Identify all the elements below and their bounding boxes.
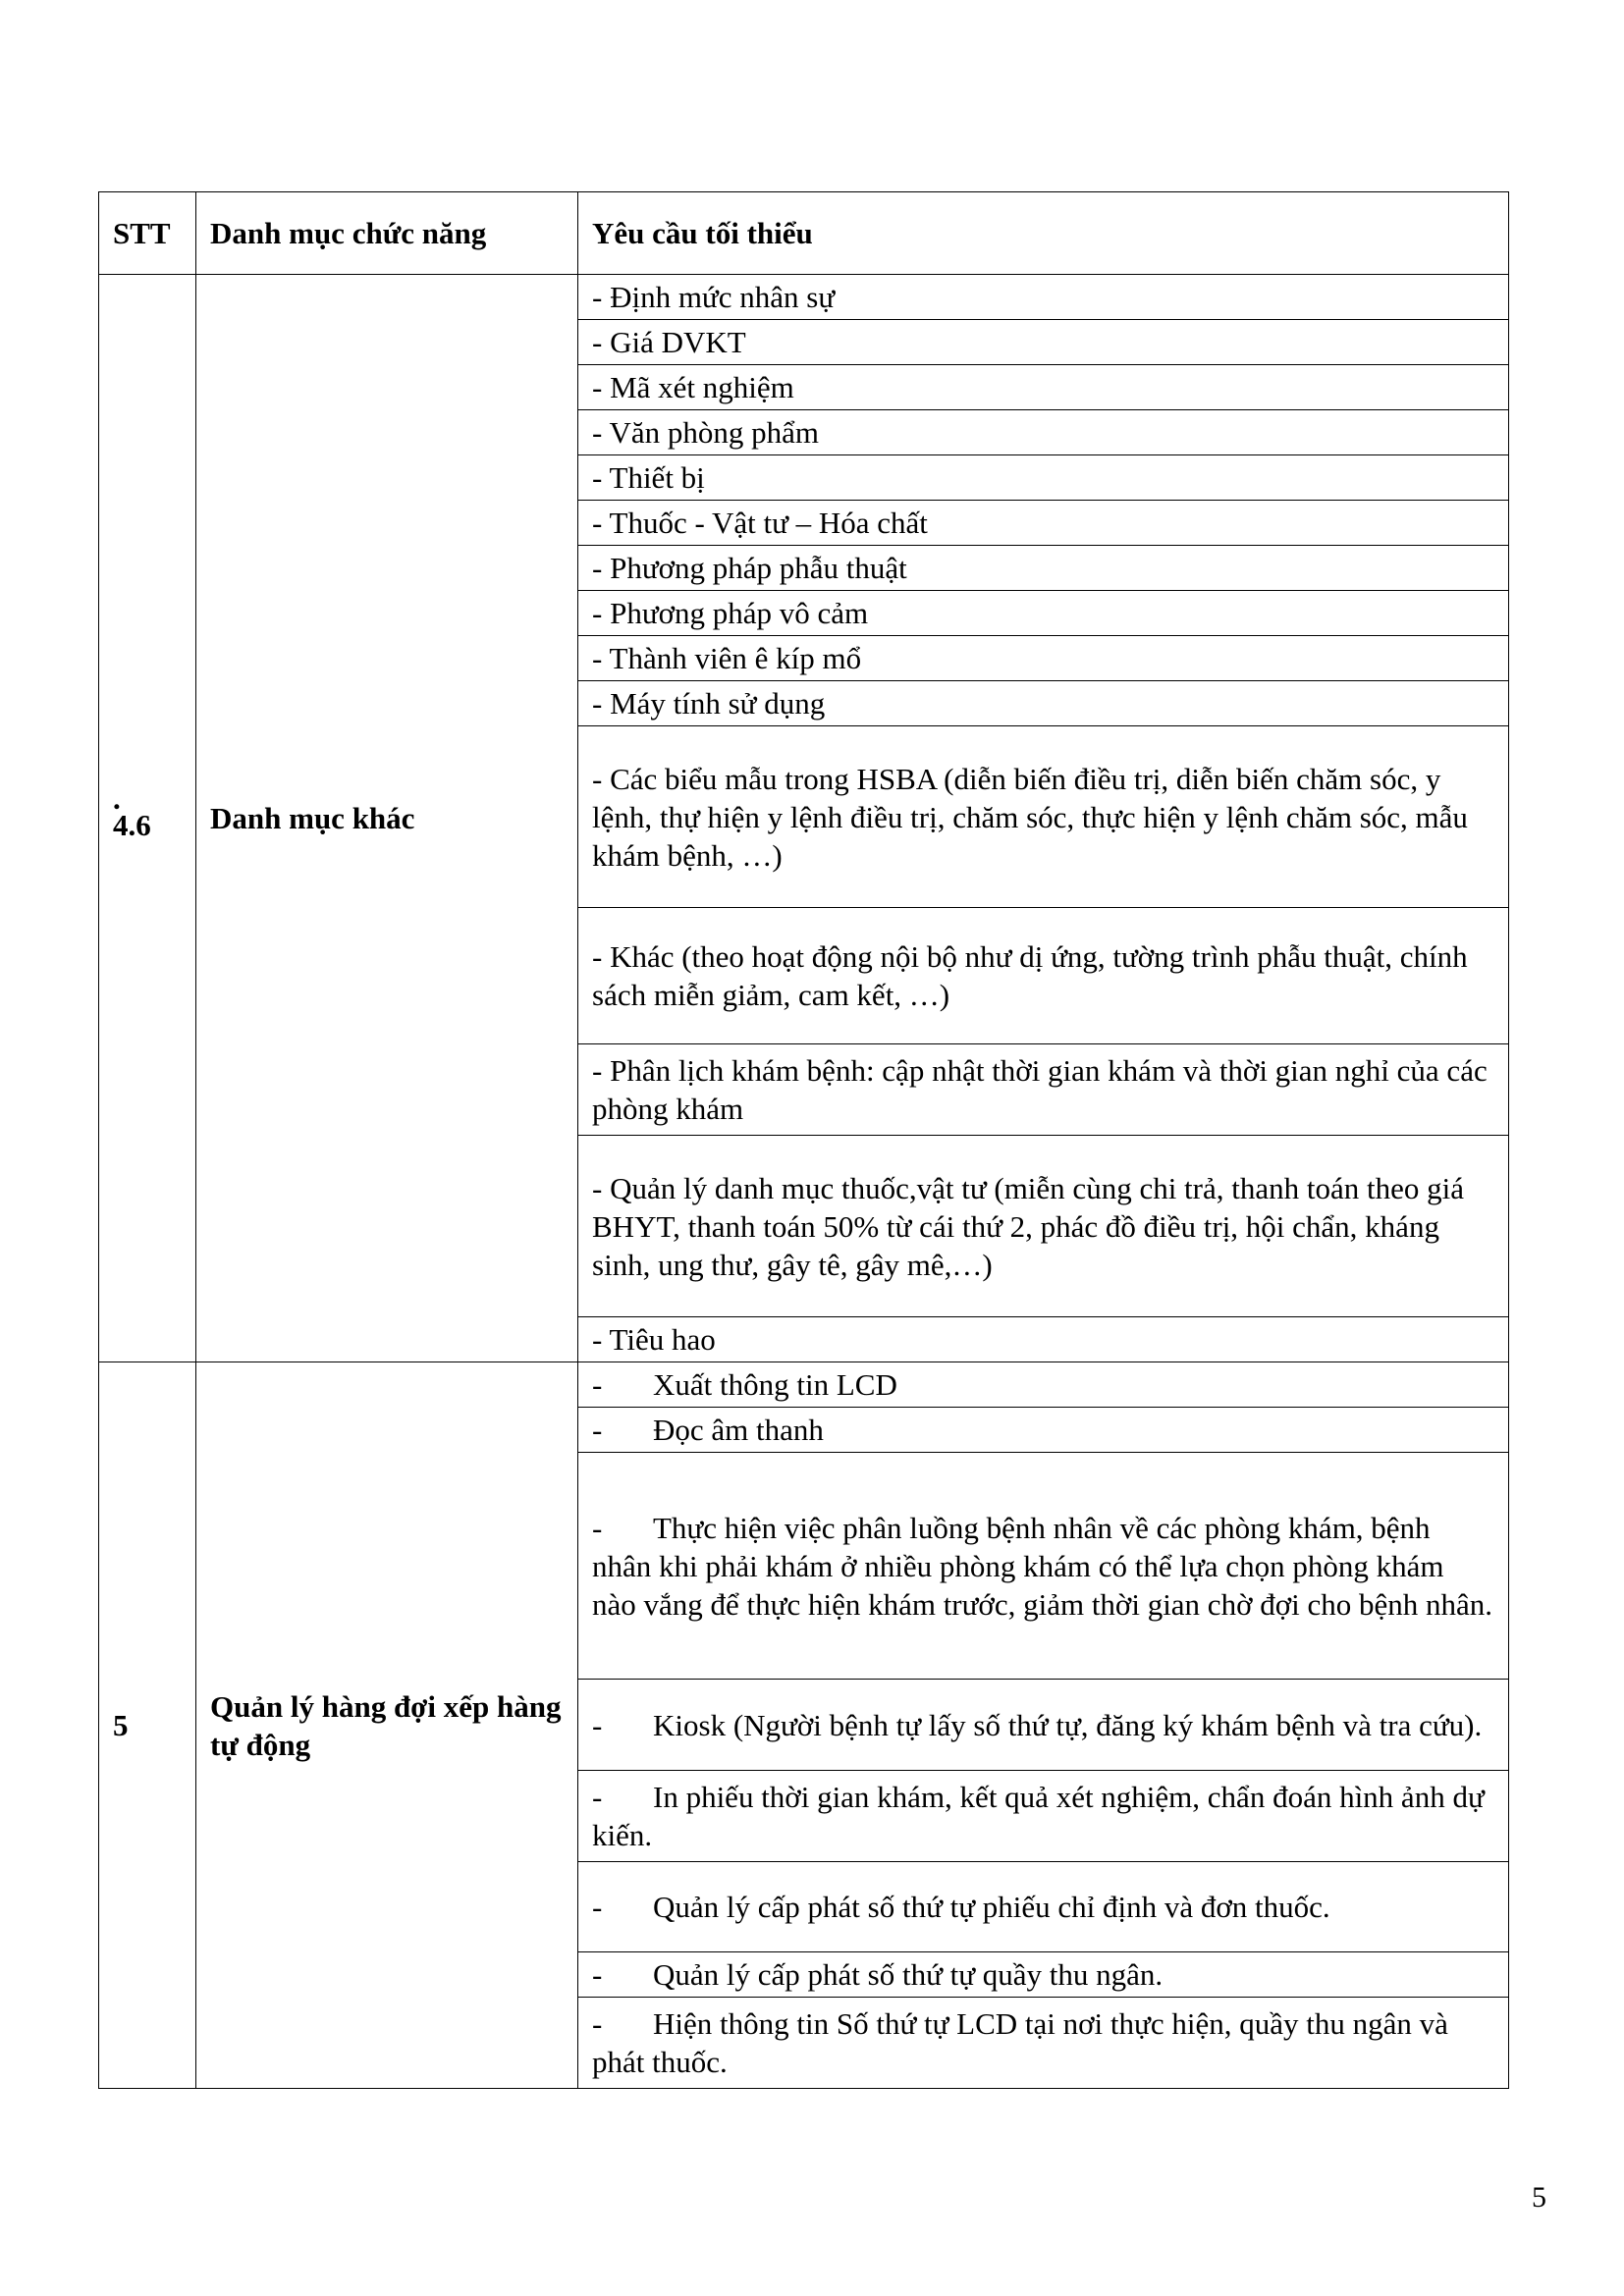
header-stt: STT [99,192,196,275]
requirement-item: - Thành viên ê kíp mổ [578,636,1509,681]
section-category-5: Quản lý hàng đợi xếp hàng tự động [196,1362,578,2089]
requirement-item [578,1680,1509,1771]
requirement-item: - Quản lý danh mục thuốc,vật tư (miễn cùng chi trả, thanh toán theo giá BHYT, thanh toán 50% từ cái thứ 2, phác đồ điều trị, hội chẩn, kháng sinh, ung thư, gây tê, gây mê,…) [578,1136,1509,1317]
page-number: 5 [1532,2181,1546,2214]
requirement-item [578,1453,1509,1680]
requirement-item: - Thiết bị [578,455,1509,501]
requirement-item-text: Quản lý cấp phát số thứ tự phiếu chỉ định và đơn thuốc. [653,1890,1330,1924]
section-number-dot: . [113,781,121,816]
table-row [99,275,1509,320]
requirement-item-text: Kiosk (Người bệnh tự lấy số thứ tự, đăng ký khám bệnh và tra cứu). [653,1707,1483,1742]
requirement-item [578,1408,1509,1453]
requirement-item-text: Đọc âm thanh [653,1413,824,1447]
requirement-item: - Giá DVKT [578,320,1509,365]
requirement-item-text: Xuất thông tin LCD [653,1367,897,1402]
item-dash: - [592,1510,603,1545]
requirement-item-text: In phiếu thời gian khám, kết quả xét nghiệm, chẩn đoán hình ảnh dự kiến. [592,1780,1485,1852]
item-dash: - [592,1413,603,1447]
requirement-item [578,1362,1509,1408]
requirement-item: - Máy tính sử dụng [578,681,1509,726]
item-dash: - [592,1367,603,1402]
requirements-table [98,191,1509,2089]
requirement-item: - Phương pháp vô cảm [578,591,1509,636]
table-row [99,1362,1509,1408]
requirement-item [578,1952,1509,1998]
section-number-text: 4.6 [113,808,151,842]
requirement-item-text: Hiện thông tin Số thứ tự LCD tại nơi thực hiện, quầy thu ngân và phát thuốc. [592,2006,1448,2079]
item-dash: - [592,1780,603,1814]
section-number-4-6 [99,275,196,1362]
requirement-item: - Định mức nhân sự [578,275,1509,320]
item-dash: - [592,1707,603,1742]
item-dash: - [592,2006,603,2041]
requirement-item-text: Quản lý cấp phát số thứ tự quầy thu ngân. [653,1957,1164,1992]
section-category-4-6: Danh mục khác [196,275,578,1362]
requirement-item [578,1771,1509,1862]
section-number-5: 5 [99,1362,196,2089]
requirement-item [578,1998,1509,2089]
requirement-item: - Các biểu mẫu trong HSBA (diễn biến điều trị, diễn biến chăm sóc, y lệnh, thự hiện y lệnh điều trị, chăm sóc, thực hiện y lệnh chăm sóc, mẫu khám bệnh, …) [578,726,1509,908]
requirement-item: - Khác (theo hoạt động nội bộ như dị ứng, tường trình phẫu thuật, chính sách miễn giảm, cam kết, …) [578,908,1509,1044]
header-category: Danh mục chức năng [196,192,578,275]
header-requirement: Yêu cầu tối thiểu [578,192,1509,275]
requirement-item: - Mã xét nghiệm [578,365,1509,410]
requirement-item: - Phân lịch khám bệnh: cập nhật thời gian khám và thời gian nghỉ của các phòng khám [578,1044,1509,1136]
requirement-item: - Phương pháp phẫu thuật [578,546,1509,591]
requirement-item [578,1862,1509,1952]
requirement-item: - Tiêu hao [578,1317,1509,1362]
requirement-item: - Văn phòng phẩm [578,410,1509,455]
requirement-item: - Thuốc - Vật tư – Hóa chất [578,501,1509,546]
requirement-item-text: Thực hiện việc phân luồng bệnh nhân về các phòng khám, bệnh nhân khi phải khám ở nhiều phòng khám có thể lựa chọn phòng khám nào vắng để thực hiện khám trước, giảm thời gian chờ đợi cho bệnh nhân. [592,1510,1492,1622]
item-dash: - [592,1890,603,1924]
table-header-row [99,192,1509,275]
item-dash: - [592,1957,603,1992]
